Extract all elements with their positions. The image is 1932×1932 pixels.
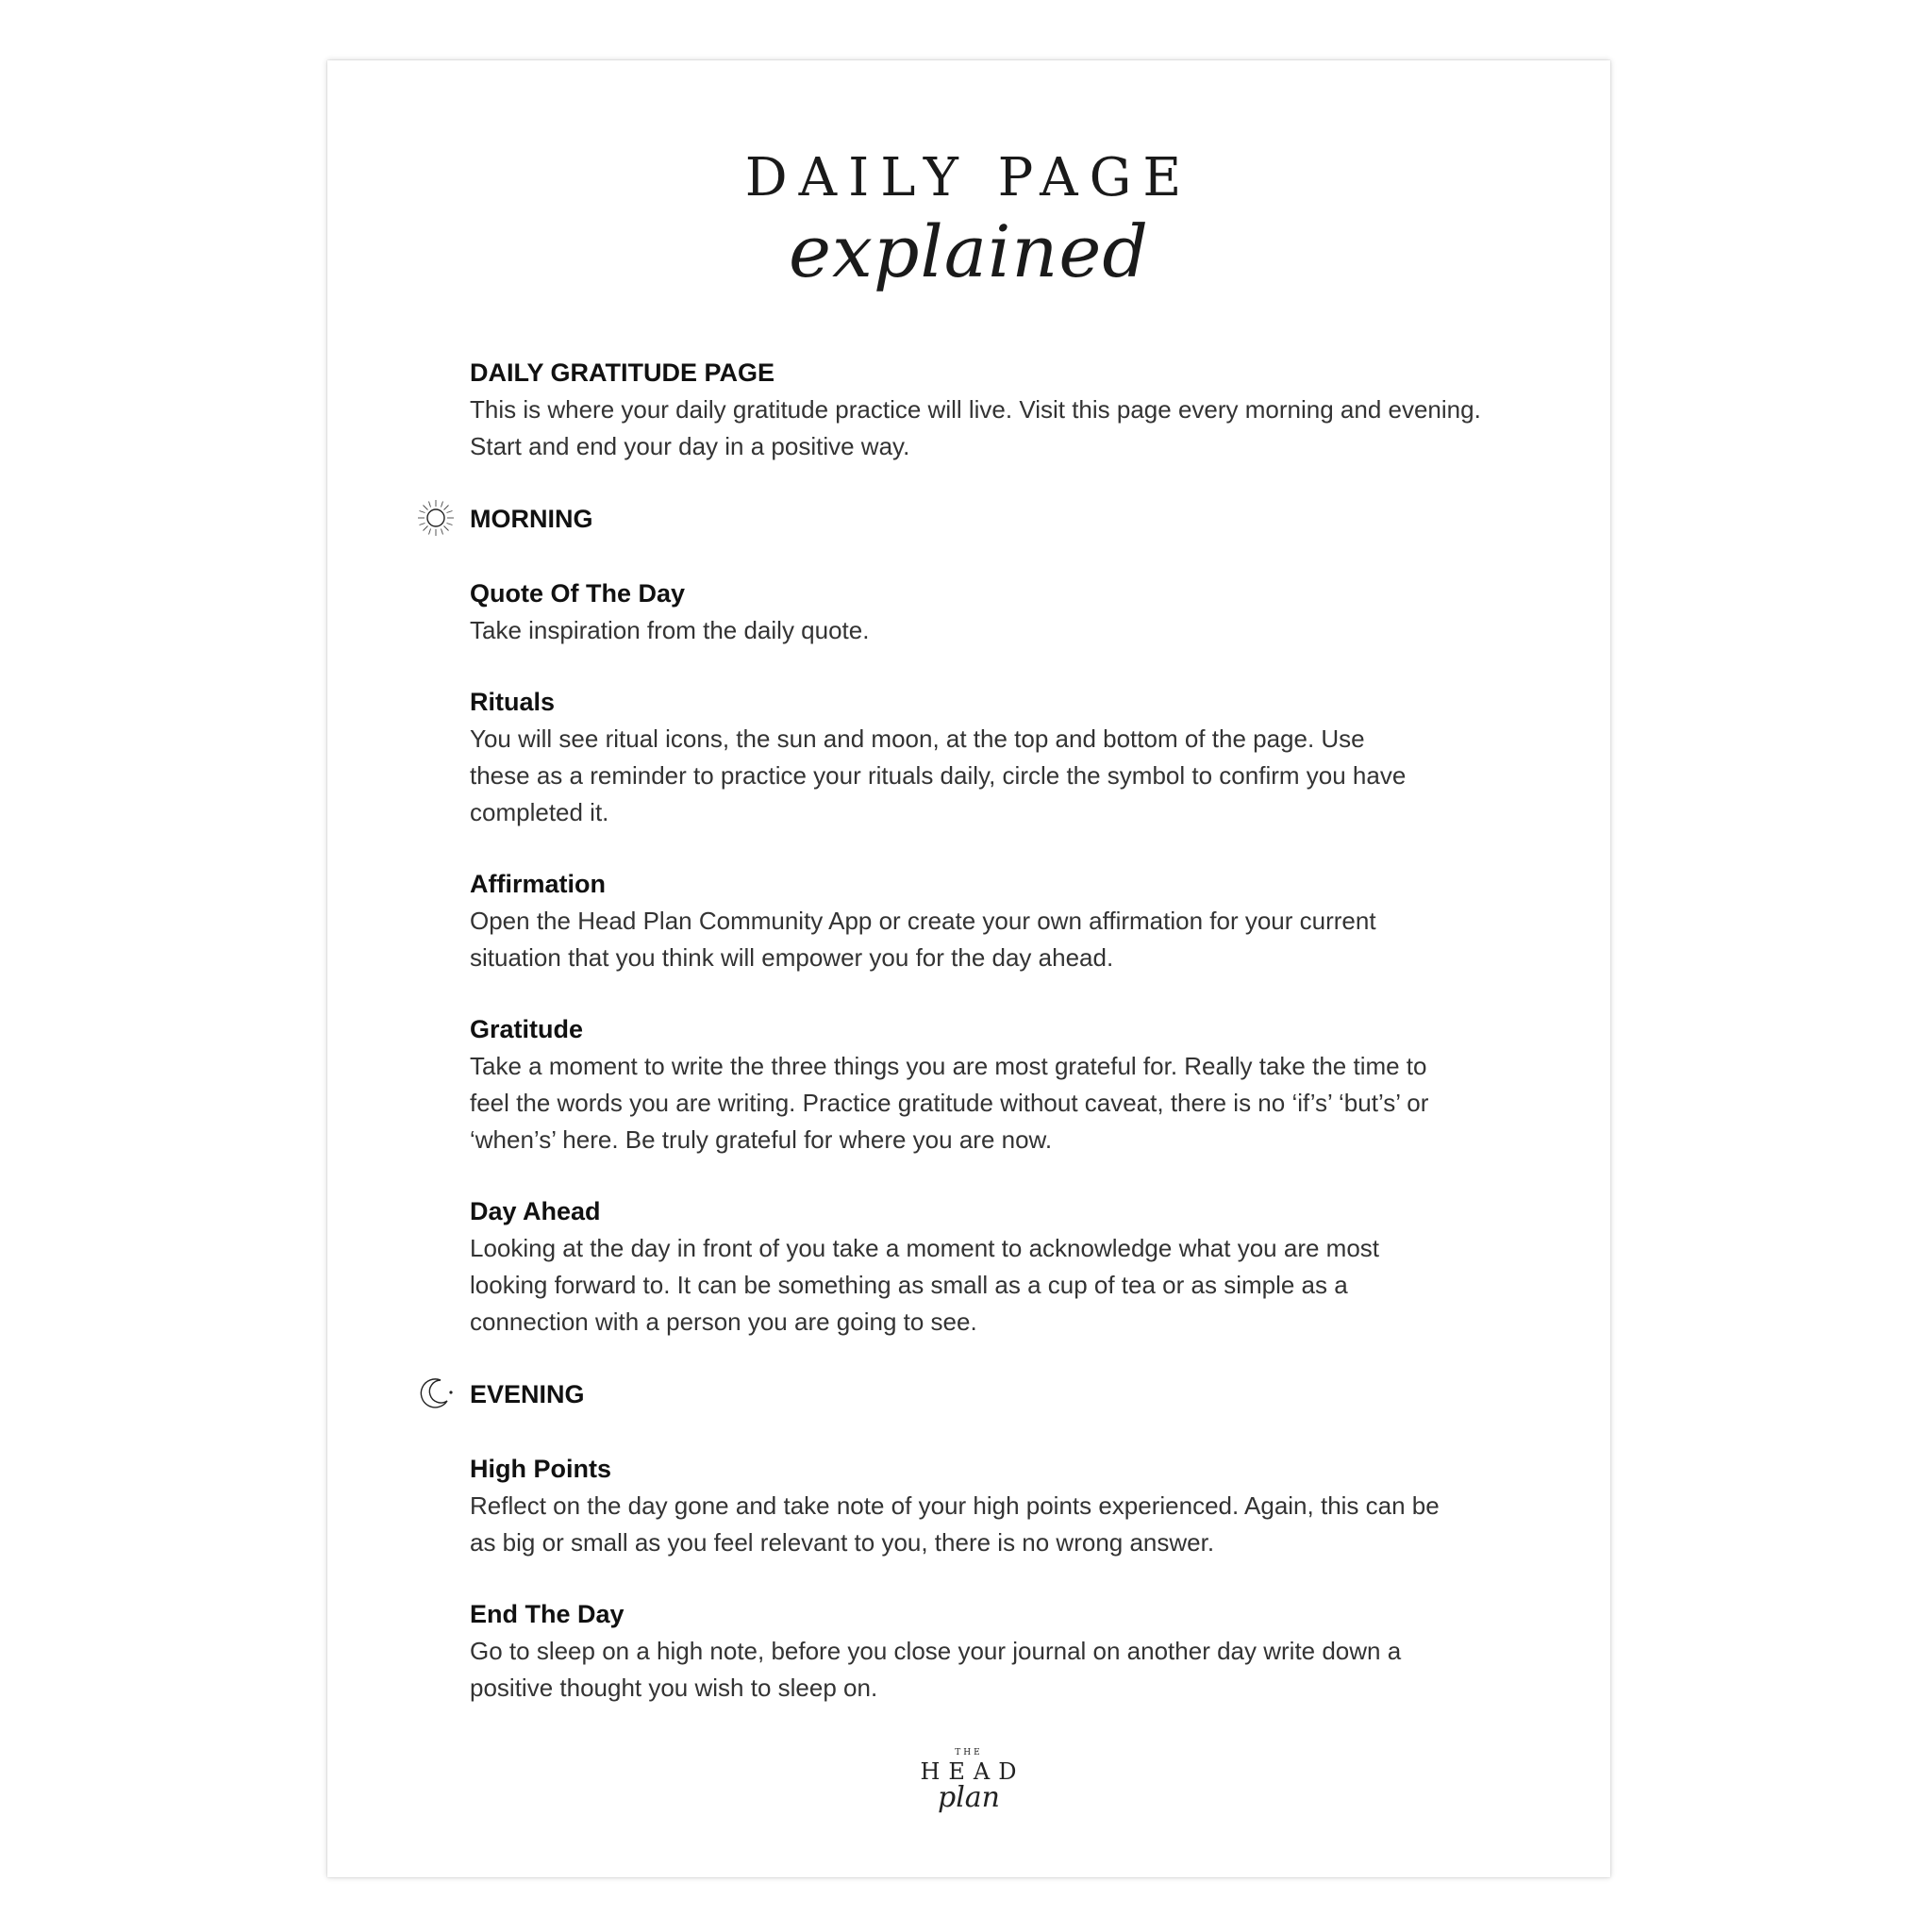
item-title: High Points bbox=[470, 1455, 611, 1483]
logo-head: HEAD bbox=[920, 1758, 1025, 1785]
morning-item bbox=[470, 866, 1489, 976]
brand-logo bbox=[327, 1747, 1610, 1813]
logo-plan: plan bbox=[937, 1781, 1000, 1814]
morning-item bbox=[470, 575, 1489, 649]
document-page bbox=[327, 60, 1610, 1877]
item-line: completed it. bbox=[470, 798, 609, 826]
morning-heading bbox=[470, 501, 1489, 538]
morning-heading-label: MORNING bbox=[470, 505, 593, 533]
item-line: Open the Head Plan Community App or create your own affirmation for your current bbox=[470, 907, 1376, 935]
page-subtitle: explained bbox=[789, 209, 1149, 293]
item-line: Take inspiration from the daily quote. bbox=[470, 616, 870, 644]
item-line: feel the words you are writing. Practice gratitude without caveat, there is no ‘if’s’ ‘but’s’ or bbox=[470, 1089, 1429, 1117]
item-line: situation that you think will empower you for the day ahead. bbox=[470, 943, 1114, 972]
item-line: connection with a person you are going to see. bbox=[470, 1307, 977, 1336]
evening-heading bbox=[470, 1376, 1489, 1413]
evening-heading-label: EVENING bbox=[470, 1380, 585, 1408]
item-line: positive thought you wish to sleep on. bbox=[470, 1674, 878, 1702]
item-title: Affirmation bbox=[470, 870, 606, 898]
intro-line: This is where your daily gratitude practice will live. Visit this page every morning and evening. bbox=[470, 395, 1481, 424]
item-line: ‘when’s’ here. Be truly grateful for where you are now. bbox=[470, 1125, 1053, 1154]
item-line: as big or small as you feel relevant to you, there is no wrong answer. bbox=[470, 1528, 1215, 1557]
logo-the: THE bbox=[955, 1748, 983, 1757]
item-title: Rituals bbox=[470, 688, 556, 716]
item-line: looking forward to. It can be something as small as a cup of tea or as simple as a bbox=[470, 1271, 1348, 1299]
intro-heading: DAILY GRATITUDE PAGE bbox=[470, 358, 775, 387]
item-line: You will see ritual icons, the sun and moon, at the top and bottom of the page. Use bbox=[470, 724, 1365, 753]
item-title: Day Ahead bbox=[470, 1197, 601, 1225]
sun-icon bbox=[415, 497, 457, 539]
item-line: Go to sleep on a high note, before you close your journal on another day write down a bbox=[470, 1637, 1402, 1665]
morning-item bbox=[470, 1011, 1489, 1158]
morning-item bbox=[470, 1193, 1489, 1341]
item-title: Gratitude bbox=[470, 1015, 584, 1043]
item-title: End The Day bbox=[470, 1600, 625, 1628]
item-line: Take a moment to write the three things you are most grateful for. Really take the time to bbox=[470, 1052, 1427, 1080]
item-line: Reflect on the day gone and take note of your high points experienced. Again, this can be bbox=[470, 1491, 1440, 1520]
item-line: these as a reminder to practice your rituals daily, circle the symbol to confirm you have bbox=[470, 761, 1407, 790]
evening-item bbox=[470, 1596, 1489, 1707]
intro-line: Start and end your day in a positive way. bbox=[470, 432, 910, 460]
content bbox=[470, 355, 1489, 1707]
item-line: Looking at the day in front of you take a moment to acknowledge what you are most bbox=[470, 1234, 1380, 1262]
evening-item bbox=[470, 1451, 1489, 1561]
morning-item bbox=[470, 684, 1489, 831]
moon-icon bbox=[415, 1373, 457, 1414]
item-title: Quote Of The Day bbox=[470, 579, 686, 608]
page-title: DAILY PAGE bbox=[744, 147, 1193, 208]
intro-section bbox=[470, 355, 1489, 465]
